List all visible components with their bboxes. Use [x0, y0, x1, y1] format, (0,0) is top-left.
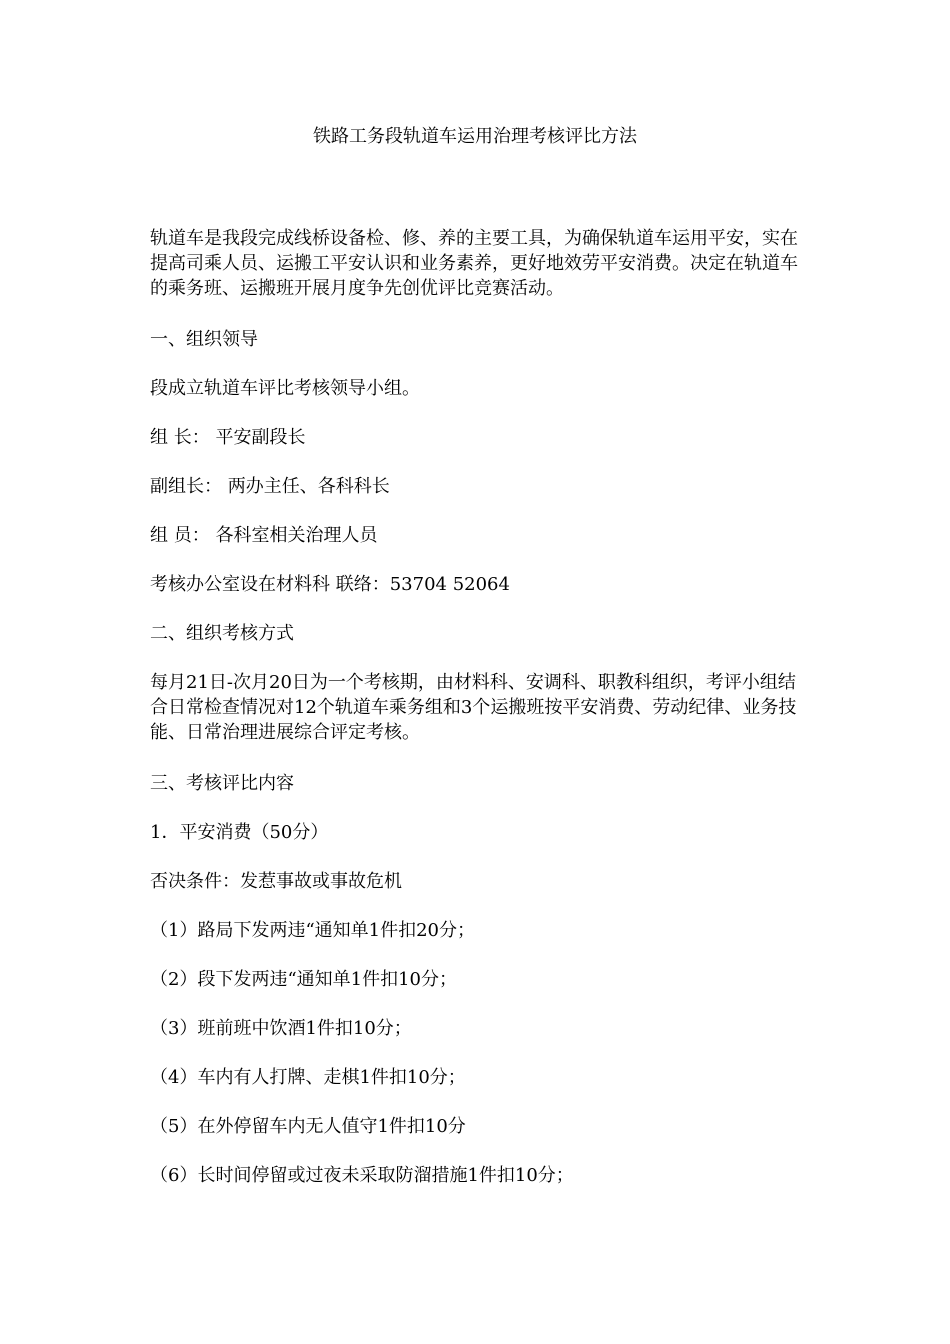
group-leader-line: 组 长： 平安副段长	[150, 427, 306, 448]
deputy-leader-line: 副组长： 两办主任、各科科长	[150, 476, 390, 497]
document-body	[150, 226, 802, 1212]
paragraph: 段成立轨道车评比考核领导小组。	[150, 378, 420, 399]
list-item: （4）车内有人打牌、走棋1件扣10分；	[150, 1067, 466, 1088]
section-heading-organization: 一、组织领导	[150, 329, 258, 350]
intro-paragraph: 轨道车是我段完成线桥设备检、修、养的主要工具，为确保轨道车运用平安，实在提高司乘人员、运搬工平安认识和业务素养，更好地效劳平安消费。决定在轨道车的乘务班、运搬班开展月度争先创优评比竞赛活动。	[150, 228, 798, 299]
list-item: （1）路局下发两违“通知单1件扣20分；	[150, 920, 476, 941]
section-heading-content: 三、考核评比内容	[150, 773, 294, 794]
office-contact-line: 考核办公室设在材料科 联络：53704 52064	[150, 574, 510, 595]
document-title: 铁路工务段轨道车运用治理考核评比方法	[313, 126, 637, 147]
list-item: （5）在外停留车内无人值守1件扣10分	[150, 1116, 466, 1137]
subsection-heading-safety: 1．平安消费（50分）	[150, 822, 329, 843]
list-item: （2）段下发两违“通知单1件扣10分；	[150, 969, 458, 990]
veto-condition-line: 否决条件：发惹事故或事故危机	[150, 871, 402, 892]
method-paragraph: 每月21日-次月20日为一个考核期，由材料科、安调科、职教科组织，考评小组结合日常检查情况对12个轨道车乘务组和3个运搬班按平安消费、劳动纪律、业务技能、日常治理进展综合评定考核。	[150, 672, 797, 743]
list-item: （6）长时间停留或过夜未采取防溜措施1件扣10分；	[150, 1165, 574, 1186]
section-heading-method: 二、组织考核方式	[150, 623, 294, 644]
list-item: （3）班前班中饮酒1件扣10分；	[150, 1018, 412, 1039]
group-members-line: 组 员： 各科室相关治理人员	[150, 525, 378, 546]
